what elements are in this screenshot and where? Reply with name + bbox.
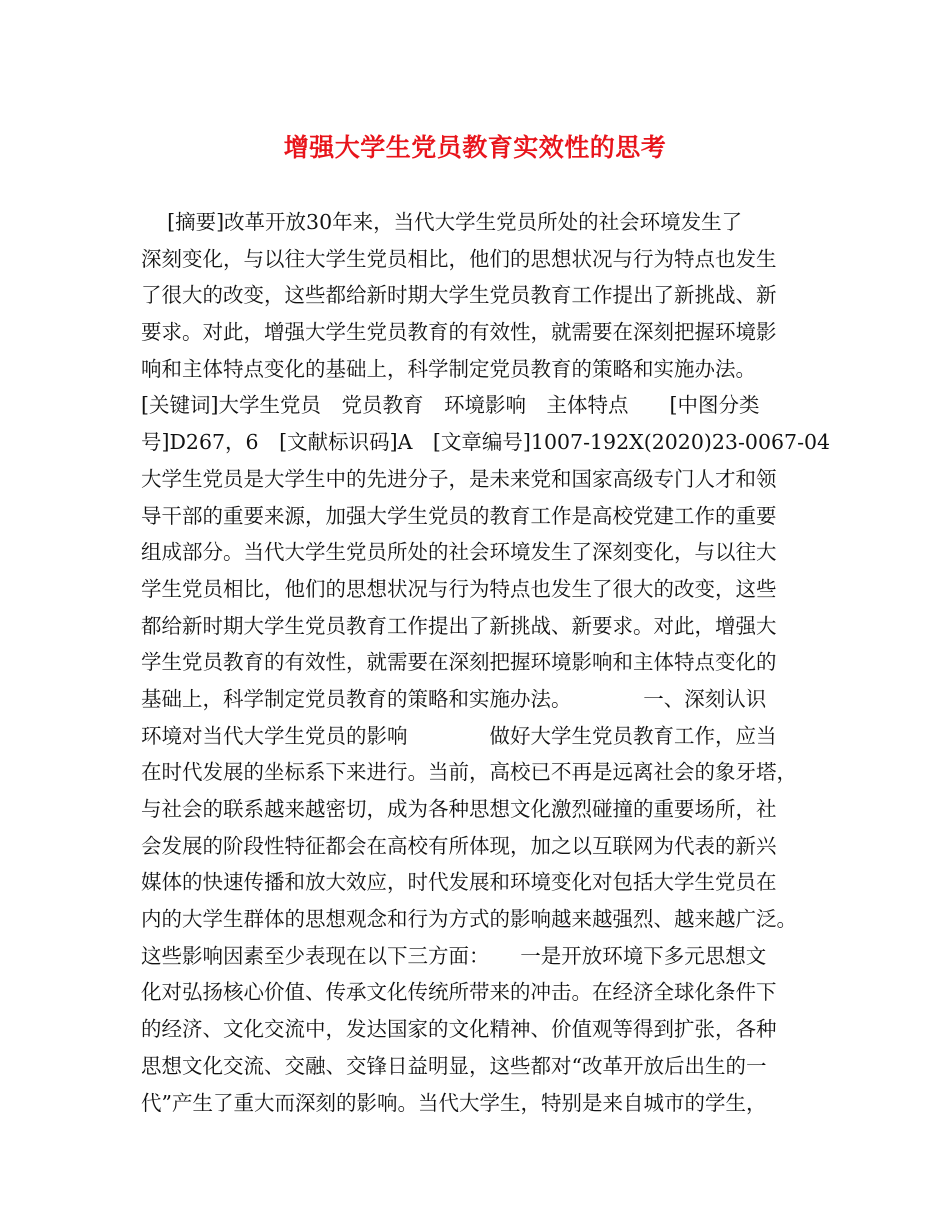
body-line: 号]D267，6 [文献标识码]A [文章编号]1007-192X(2020)23-0067-04: [141, 430, 831, 455]
body-line: 化对弘扬核心价值、传承文化传统所带来的冲击。在经济全球化条件下: [141, 980, 777, 1005]
body-line: 组成部分。当代大学生党员所处的社会环境发生了深刻变化，与以往大: [141, 540, 777, 565]
body-line: 大学生党员是大学生中的先进分子，是未来党和国家高级专门人才和领: [141, 466, 777, 491]
body-line: 会发展的阶段性特征都会在高校有所体现，加之以互联网为代表的新兴: [141, 833, 777, 858]
body-line: 导干部的重要来源，加强大学生党员的教育工作是高校党建工作的重要: [141, 503, 777, 528]
body-line: 思想文化交流、交融、交锋日益明显，这些都对“改革开放后出生的一: [141, 1053, 767, 1078]
body-line: 代”产生了重大而深刻的影响。当代大学生，特别是来自城市的学生，: [141, 1090, 767, 1115]
body-line: 要求。对此，增强大学生党员教育的有效性，就需要在深刻把握环境影: [141, 320, 777, 345]
body-line: 学生党员相比，他们的思想状况与行为特点也发生了很大的改变，这些: [141, 576, 777, 601]
body-line: 深刻变化，与以往大学生党员相比，他们的思想状况与行为特点也发生: [141, 246, 777, 271]
body-line: [关键词]大学生党员 党员教育 环境影响 主体特点 [中图分类: [141, 393, 760, 418]
body-line: 基础上，科学制定党员教育的策略和实施办法。 一、深刻认识: [141, 686, 767, 711]
body-line: 这些影响因素至少表现在以下三方面： 一是开放环境下多元思想文: [141, 943, 767, 968]
body-line: 环境对当代大学生党员的影响 做好大学生党员教育工作，应当: [141, 723, 777, 748]
body-line: 学生党员教育的有效性，就需要在深刻把握环境影响和主体特点变化的: [141, 650, 777, 675]
body-line: 都给新时期大学生党员教育工作提出了新挑战、新要求。对此，增强大: [141, 613, 777, 638]
document-title: 增强大学生党员教育实效性的思考: [283, 133, 667, 162]
body-line: 在时代发展的坐标系下来进行。当前，高校已不再是远离社会的象牙塔，: [141, 760, 797, 785]
body-line: 了很大的改变，这些都给新时期大学生党员教育工作提出了新挑战、新: [141, 283, 777, 308]
body-line: 与社会的联系越来越密切，成为各种思想文化激烈碰撞的重要场所，社: [141, 797, 777, 821]
body-line: 媒体的快速传播和放大效应，时代发展和环境变化对包括大学生党员在: [141, 870, 777, 895]
body-line: 内的大学生群体的思想观念和行为方式的影响越来越强烈、越来越广泛。: [141, 907, 797, 932]
body-line: 的经济、文化交流中，发达国家的文化精神、价值观等得到扩张，各种: [141, 1017, 777, 1042]
body-line: 响和主体特点变化的基础上，科学制定党员教育的策略和实施办法。: [141, 356, 756, 381]
document-body: [141, 204, 831, 1121]
body-line: [摘要]改革开放30年来，当代大学生党员所处的社会环境发生了: [141, 210, 743, 234]
